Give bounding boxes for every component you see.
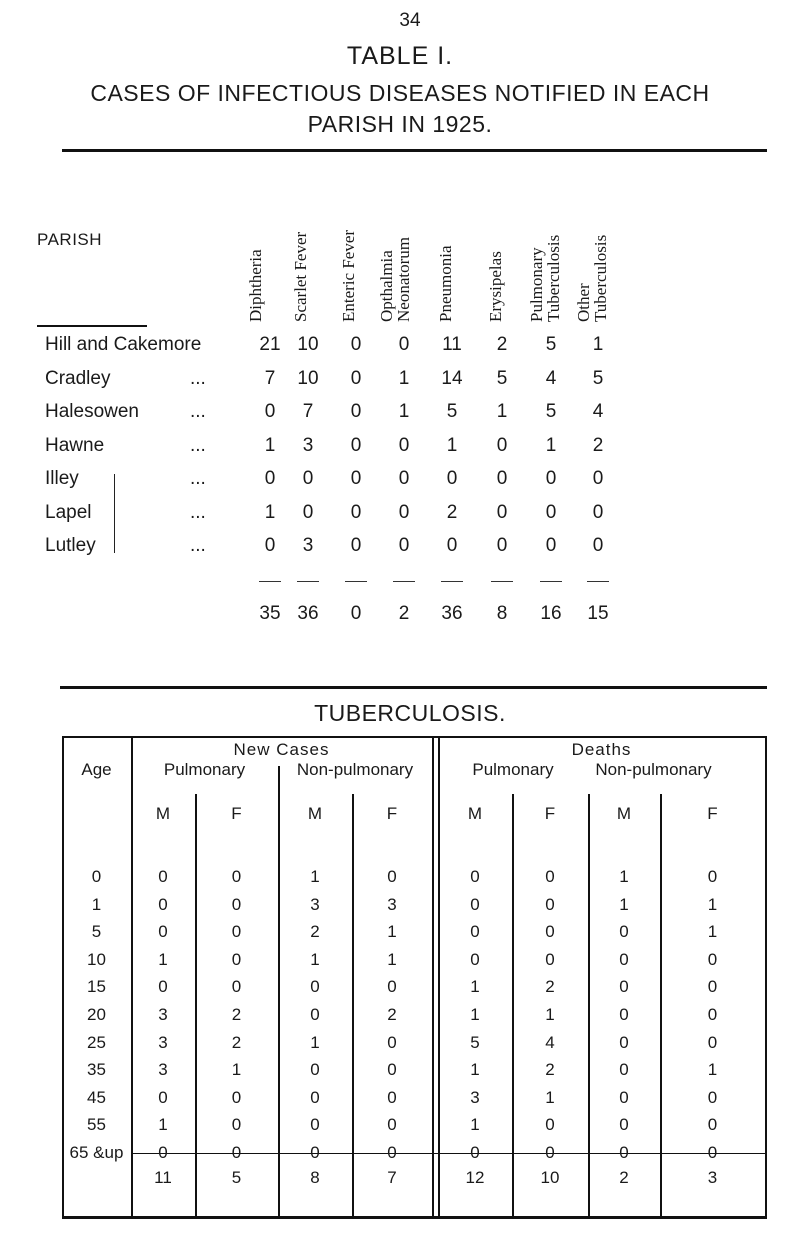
tb-cell: 0 <box>619 977 629 997</box>
parish-bracket <box>108 474 115 553</box>
tb-cell: 4 <box>545 1032 555 1052</box>
table-1-cell: 7 <box>264 367 276 389</box>
tb-cell: 3 <box>387 894 397 914</box>
table-1-cell: 0 <box>350 468 362 489</box>
tb-cell: 0 <box>310 1115 320 1135</box>
column-header-3: Enteric Fever <box>339 229 358 322</box>
leader-dots: ... <box>190 401 206 422</box>
table-1-cell: 0 <box>350 535 362 556</box>
tb-cell: 1 <box>470 977 480 997</box>
tb-cell: 0 <box>470 867 480 886</box>
tb-cell: 0 <box>545 1143 555 1162</box>
table-1-cell: 1 <box>398 401 410 422</box>
tb-cell: 0 <box>619 1087 629 1107</box>
leader-dots: ... <box>190 535 206 556</box>
tb-cell: 0 <box>231 922 242 942</box>
column-header-4: Opthalmia <box>377 250 396 322</box>
table-1-cell: 1 <box>264 434 276 456</box>
table-1-top-rule <box>62 149 767 152</box>
table-1-cell: 0 <box>545 501 557 523</box>
table-1-total: 35 <box>259 602 281 624</box>
tb-cell: 0 <box>707 1005 718 1024</box>
table-1-cell: 1 <box>398 367 410 389</box>
table-1-heading-line-1: CASES OF INFECTIOUS DISEASES NOTIFIED IN EACH <box>90 80 710 106</box>
tb-total: 7 <box>387 1168 397 1187</box>
tb-cell: 0 <box>387 1087 397 1107</box>
table-1-cell: 0 <box>496 468 508 489</box>
table-1-cell: 14 <box>441 367 463 389</box>
tb-cell: 0 <box>310 1005 320 1024</box>
table-1-cell: 0 <box>592 535 604 556</box>
tb-cell: 2 <box>545 977 555 997</box>
tb-cell: 0 <box>231 949 242 969</box>
tb-cell: 5 <box>470 1032 480 1052</box>
tb-cell: 0 <box>387 977 397 997</box>
tb-cell: 0 <box>619 1143 629 1162</box>
tb-cell: 0 <box>619 1032 629 1052</box>
tb-cell: 0 <box>707 1115 718 1135</box>
table-1-total: 8 <box>496 602 508 624</box>
age-cell: 20 <box>87 1005 106 1024</box>
sex-header: F <box>544 804 556 823</box>
column-header-2: Scarlet Fever <box>291 231 310 322</box>
column-header-7-line-2: Tuberculosis <box>544 234 563 322</box>
tb-cell: 0 <box>707 1143 718 1162</box>
table-1-cell: 0 <box>350 434 362 456</box>
tb-cell: 1 <box>619 867 629 886</box>
table-1-cell: 0 <box>264 535 276 556</box>
tb-cell: 1 <box>545 1005 555 1024</box>
tb-cell: 1 <box>310 949 320 969</box>
tb-cell: 1 <box>619 894 629 914</box>
sex-header: M <box>307 804 323 823</box>
column-header-6: Erysipelas <box>486 251 505 322</box>
table-1-cell: 1 <box>592 334 604 355</box>
tb-cell: 0 <box>310 1087 320 1107</box>
leader-dots: ... <box>190 434 206 456</box>
tb-cell: 2 <box>545 1060 555 1080</box>
table-1-cell: 0 <box>302 501 314 523</box>
tb-cell: 0 <box>387 1032 397 1052</box>
age-cell: 10 <box>87 949 106 969</box>
age-cell: 25 <box>87 1032 106 1052</box>
tb-cell: 0 <box>231 894 242 914</box>
parish-header: PARISH <box>37 230 103 249</box>
tb-cell: 0 <box>545 922 555 942</box>
new-cases-header: New Cases <box>233 740 330 759</box>
tb-cell: 0 <box>619 1060 629 1080</box>
table-1-cell: 2 <box>446 501 458 523</box>
sex-header: F <box>231 804 242 823</box>
deaths-non-pulmonary-header: Non-pulmonary <box>595 760 712 779</box>
table-1-cell: 11 <box>442 334 462 355</box>
page-number: 34 <box>399 10 421 31</box>
tb-cell: 0 <box>545 867 555 886</box>
table-1-cell: 0 <box>398 434 410 456</box>
tb-cell: 0 <box>470 922 480 942</box>
tb-cell: 0 <box>231 1143 242 1162</box>
tb-cell: 3 <box>310 894 320 914</box>
tb-cell: 0 <box>310 1143 320 1162</box>
tb-cell: 1 <box>158 1115 168 1135</box>
tb-cell: 0 <box>545 1115 555 1135</box>
tb-total: 5 <box>231 1168 242 1187</box>
total-separator-dash <box>297 581 319 582</box>
tb-cell: 0 <box>231 977 242 997</box>
tb-cell: 0 <box>707 867 718 886</box>
tb-cell: 0 <box>619 1005 629 1024</box>
sex-header: M <box>616 804 632 823</box>
table-1-label: TABLE I. <box>346 42 454 70</box>
tb-cell: 0 <box>619 922 629 942</box>
tb-cell: 1 <box>231 1060 242 1080</box>
tb-cell: 0 <box>387 867 397 886</box>
leader-dots: ... <box>190 501 206 523</box>
tb-cell: 1 <box>310 867 320 886</box>
tb-cell: 2 <box>387 1005 397 1024</box>
tb-cell: 1 <box>707 922 718 942</box>
sex-header: M <box>155 804 171 823</box>
table-1-cell: 4 <box>545 367 557 389</box>
tb-cell: 1 <box>707 894 718 914</box>
new-pulmonary-header: Pulmonary <box>163 760 246 779</box>
tb-total: 8 <box>310 1168 320 1187</box>
table-1-cell: 0 <box>398 535 410 556</box>
table-1-cell: 0 <box>592 501 604 523</box>
total-separator-dash <box>441 581 463 582</box>
tb-total: 11 <box>154 1168 172 1187</box>
tb-cell: 1 <box>470 1005 480 1024</box>
column-header-5: Pneumonia <box>436 245 455 322</box>
table-1-cell: 7 <box>302 401 314 422</box>
table-1-total: 15 <box>587 602 609 624</box>
table-1-cell: 0 <box>545 535 557 556</box>
age-cell: 55 <box>87 1115 106 1135</box>
age-cell: 45 <box>87 1087 106 1107</box>
table-1-cell: 21 <box>259 334 281 355</box>
tb-total: 2 <box>619 1168 629 1187</box>
deaths-header: Deaths <box>571 740 632 759</box>
tb-right-edge <box>765 736 767 1219</box>
table-1-cell: 0 <box>264 401 276 422</box>
parish-name: Lapel <box>45 501 92 523</box>
table-1-cell: 10 <box>297 334 319 355</box>
table-1-cell: 3 <box>302 434 314 456</box>
table-1-cell: 0 <box>398 468 410 489</box>
table-1-cell: 5 <box>592 367 604 389</box>
tb-cell: 0 <box>387 1115 397 1135</box>
tb-cell: 1 <box>310 1032 320 1052</box>
tb-cell: 0 <box>619 1115 629 1135</box>
age-cell: 5 <box>91 922 102 942</box>
tuberculosis-title: TUBERCULOSIS. <box>314 700 506 726</box>
table-1-cell: 0 <box>545 468 557 489</box>
table-1-cell: 0 <box>350 401 362 422</box>
tb-cell: 0 <box>470 949 480 969</box>
tb-cell: 0 <box>387 1143 397 1162</box>
table-1-cell: 4 <box>592 401 604 422</box>
total-separator-dash <box>587 581 609 582</box>
total-separator-dash <box>540 581 562 582</box>
tb-cell: 1 <box>545 1087 555 1107</box>
tb-cell: 0 <box>545 949 555 969</box>
tb-cell: 1 <box>387 949 397 969</box>
tb-cell: 3 <box>158 1005 168 1024</box>
table-1-cell: 5 <box>496 367 508 389</box>
leader-dots: ... <box>190 468 206 489</box>
tb-cell: 3 <box>470 1087 480 1107</box>
table-1-cell: 1 <box>446 434 458 456</box>
tb-cell: 2 <box>310 922 320 942</box>
tb-cell: 0 <box>158 894 168 914</box>
table-1-cell: 2 <box>592 434 604 456</box>
column-header-8-line-2: Tuberculosis <box>591 234 610 322</box>
total-separator-dash <box>259 581 281 582</box>
tb-cell: 0 <box>158 1087 168 1107</box>
table-1-cell: 0 <box>446 535 458 556</box>
tb-cell: 0 <box>158 977 168 997</box>
table-1-cell: 0 <box>496 535 508 556</box>
table-1-cell: 10 <box>297 367 319 389</box>
age-cell: 15 <box>87 977 106 997</box>
tb-total: 3 <box>707 1168 718 1187</box>
column-header-1: Diphtheria <box>246 249 265 322</box>
age-cell: 65 &up <box>69 1143 124 1162</box>
tb-top-rule <box>62 736 765 738</box>
table-1-cell: 0 <box>592 468 604 489</box>
tb-cell: 0 <box>707 1087 718 1107</box>
table-1-cell: 0 <box>398 501 410 523</box>
tb-cell: 2 <box>231 1005 242 1024</box>
table-1-cell: 0 <box>264 468 276 489</box>
sex-header: F <box>386 804 398 823</box>
table-1-cell: 1 <box>264 501 276 523</box>
table-1-cell: 0 <box>398 334 410 355</box>
tb-cell: 0 <box>231 1115 242 1135</box>
leader-dots: ... <box>190 367 206 389</box>
table-1-cell: 0 <box>350 501 362 523</box>
tb-cell: 0 <box>707 1032 718 1052</box>
table-1-cell: 5 <box>545 401 557 422</box>
tb-cell: 0 <box>231 867 242 886</box>
tb-cell: 0 <box>545 894 555 914</box>
tb-cell: 0 <box>387 1060 397 1080</box>
table-1-cell: 2 <box>496 334 508 355</box>
tb-cell: 0 <box>470 1143 480 1162</box>
tb-cell: 0 <box>158 1143 168 1162</box>
total-separator-dash <box>345 581 367 582</box>
tb-cell: 0 <box>310 977 320 997</box>
table-1-cell: 1 <box>545 434 557 456</box>
tb-cell: 2 <box>231 1032 242 1052</box>
table-1-cell: 0 <box>446 468 458 489</box>
table-1-cell: 3 <box>302 535 314 556</box>
column-header-7: Pulmonary <box>527 247 546 322</box>
table-1-total: 16 <box>540 602 562 624</box>
parish-name: Halesowen <box>45 401 139 422</box>
tb-cell: 3 <box>158 1060 168 1080</box>
table-1-cell: 0 <box>496 434 508 456</box>
deaths-pulmonary-header: Pulmonary <box>472 760 554 779</box>
table-1-cell: 0 <box>496 501 508 523</box>
table-1-total: 36 <box>297 602 319 624</box>
tb-cell: 0 <box>231 1087 242 1107</box>
age-cell: 35 <box>87 1060 106 1080</box>
parish-name: Cradley <box>45 367 111 389</box>
tb-cell: 0 <box>158 922 168 942</box>
tb-cell: 0 <box>470 894 480 914</box>
column-header-8: Other <box>574 283 593 322</box>
table-1-heading-line-2: PARISH IN 1925. <box>307 111 493 137</box>
tb-cell: 1 <box>707 1060 718 1080</box>
table-1-cell: 0 <box>350 334 362 355</box>
tb-cell: 1 <box>470 1060 480 1080</box>
total-separator-dash <box>491 581 513 582</box>
sex-header: M <box>467 804 483 823</box>
total-separator-dash <box>393 581 415 582</box>
age-cell: 0 <box>91 867 102 886</box>
tb-cell: 1 <box>470 1115 480 1135</box>
column-header-4-line-2: Neonatorum <box>394 237 413 322</box>
tb-cell: 3 <box>158 1032 168 1052</box>
tb-col-sep <box>432 736 434 1216</box>
tb-total: 12 <box>465 1168 485 1187</box>
tb-cell: 0 <box>310 1060 320 1080</box>
table-1-total: 36 <box>441 602 463 624</box>
tb-cell: 0 <box>158 867 168 886</box>
table-1-total: 2 <box>398 602 410 624</box>
tb-cell: 0 <box>707 949 718 969</box>
new-non-pulmonary-header: Non-pulmonary <box>296 760 414 779</box>
sex-header: F <box>707 804 718 823</box>
table-1-cell: 5 <box>545 334 557 355</box>
parish-name: Hawne <box>45 434 105 456</box>
parish-name: Lutley <box>45 535 96 556</box>
table-1-cell: 1 <box>496 401 508 422</box>
tb-cell: 0 <box>707 977 718 997</box>
parish-name: Illey <box>45 468 79 489</box>
tb-bottom-rule <box>62 1216 765 1219</box>
tb-cell: 1 <box>387 922 397 942</box>
table-1-total: 0 <box>350 602 362 624</box>
parish-name: Hill and Cakemore <box>45 334 202 355</box>
table-1-cell: 0 <box>302 468 314 489</box>
tb-cell: 1 <box>158 949 168 969</box>
table-1-cell: 0 <box>350 367 362 389</box>
tb-total: 10 <box>540 1168 560 1187</box>
tb-cell: 0 <box>619 949 629 969</box>
table-1-cell: 5 <box>446 401 458 422</box>
age-header: Age <box>81 760 112 779</box>
table-1-header-underline <box>37 325 147 327</box>
age-cell: 1 <box>91 894 102 914</box>
table-1-bottom-rule <box>60 686 767 689</box>
